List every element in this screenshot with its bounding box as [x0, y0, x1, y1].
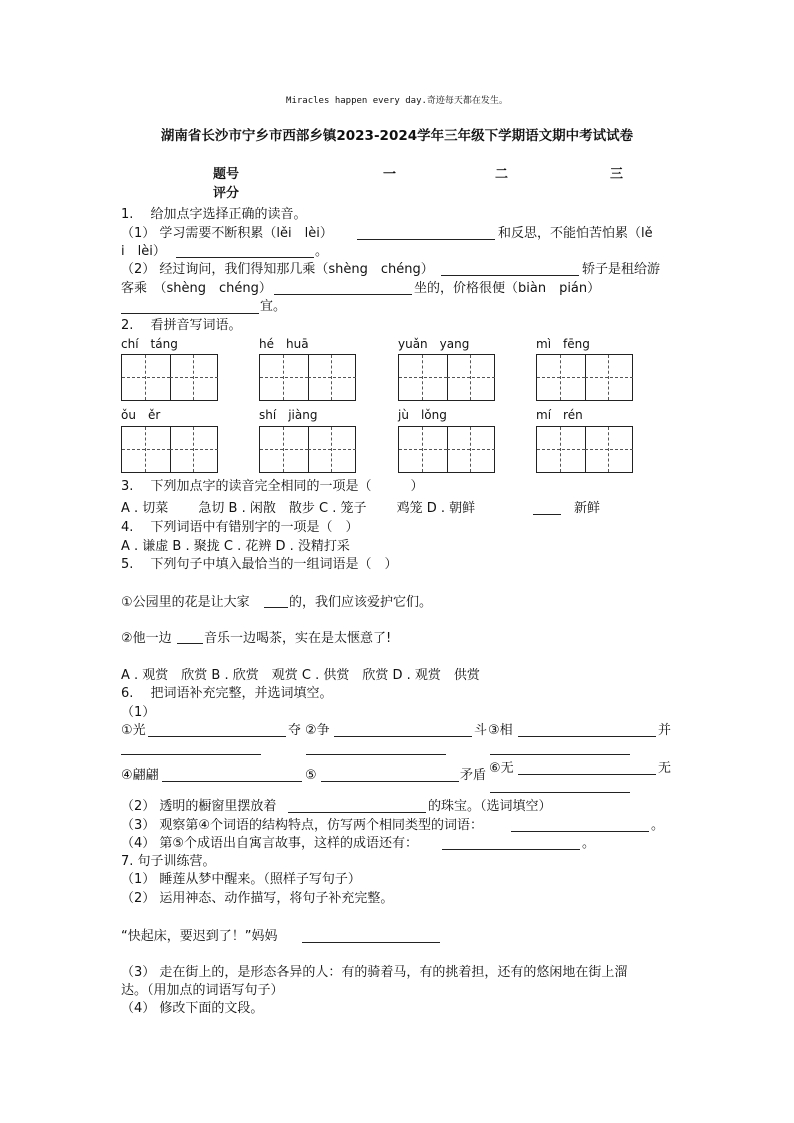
pinyin-label: chí táng: [121, 337, 178, 351]
writing-grid[interactable]: [398, 426, 495, 473]
question-6-stem: 6. 把词语补充完整，并选词填空。: [121, 686, 333, 701]
answer-blank[interactable]: [306, 754, 446, 755]
pinyin-label: mì fēng: [536, 337, 590, 351]
question-6-sub: （3） 观察第④个词语的结构特点，仿写两个相同类型的词语：: [121, 818, 484, 833]
pinyin-label: shí jiàng: [259, 408, 318, 422]
question-7-sub: （4） 修改下面的文段。: [121, 1001, 264, 1016]
question-7-sub: （1） 睡莲从梦中醒来。（照样子写句子）: [121, 872, 361, 887]
question-1-line: （1） 学习需要不断积累（lěi lèi）: [121, 226, 333, 241]
question-6-sub: （2） 透明的橱窗里摆放着: [121, 799, 277, 814]
word-item: ①光: [121, 723, 146, 738]
writing-grid[interactable]: [536, 354, 633, 401]
question-6-sub: 的珠宝。（选词填空）: [428, 799, 552, 814]
question-1-line: 和反思，不能怕苦怕累（lě: [498, 226, 653, 241]
answer-blank[interactable]: [176, 257, 314, 258]
question-1-stem: 1. 给加点字选择正确的读音。: [121, 207, 307, 222]
question-6-sub: 。: [582, 836, 596, 851]
question-5-sentence: ②他一边: [121, 631, 172, 646]
answer-blank[interactable]: [148, 736, 286, 737]
question-3-options-tail: 新鲜: [574, 501, 601, 516]
exam-title: 湖南省长沙市宁乡市西部乡镇2023-2024学年三年级下学期语文期中考试试卷: [160, 128, 634, 144]
question-1-line: 。: [315, 244, 329, 259]
word-item: ⑥无: [489, 761, 514, 776]
answer-blank[interactable]: [321, 781, 459, 782]
question-1-line: i lèi）: [121, 244, 166, 259]
writing-grid[interactable]: [259, 426, 356, 473]
question-7-quote: “快起床，要迟到了！”妈妈: [121, 929, 278, 944]
answer-blank[interactable]: [334, 736, 472, 737]
question-4-options: A . 谦虚 B . 聚拢 C . 花辨 D . 没精打采: [121, 539, 350, 554]
question-4-stem: 4. 下列词语中有错别字的一项是（ ）: [121, 520, 359, 535]
score-table-row-label: 评分: [213, 186, 240, 201]
pinyin-label: hé huā: [259, 337, 309, 351]
answer-blank[interactable]: [511, 831, 649, 832]
answer-blank: [533, 514, 561, 515]
pinyin-label: jù lǒng: [398, 408, 447, 422]
question-7-sub: （2） 运用神态、动作描写，将句子补充完整。: [121, 891, 394, 906]
writing-grid[interactable]: [121, 354, 218, 401]
answer-blank[interactable]: [274, 294, 412, 295]
word-item: ③相: [488, 723, 513, 738]
question-5-sentence: ①公园里的花是让大家: [121, 595, 250, 610]
answer-blank[interactable]: [490, 754, 630, 755]
pinyin-label: yuǎn yang: [398, 337, 470, 351]
question-3-stem: 3. 下列加点字的读音完全相同的一项是（ ）: [121, 479, 424, 494]
answer-blank[interactable]: [518, 774, 656, 775]
question-3-options: A . 切菜 急切 B . 闲散 散步 C . 笼子 鸡笼 D . 朝鲜: [121, 501, 476, 516]
answer-blank[interactable]: [442, 849, 580, 850]
motto-text: Miracles happen every day.奇迹每天都在发生。: [286, 96, 508, 106]
question-5-sentence: 的，我们应该爱护它们。: [289, 595, 433, 610]
answer-blank[interactable]: [121, 754, 261, 755]
word-item: 无: [658, 761, 672, 776]
question-6-sub: （1）: [121, 705, 156, 720]
question-6-sub: 。: [651, 818, 665, 833]
pinyin-label: ǒu ěr: [121, 408, 161, 422]
score-table-column: 一: [383, 167, 397, 182]
pinyin-label: mí rén: [536, 408, 583, 422]
answer-blank[interactable]: [121, 313, 259, 314]
word-item: ⑤: [305, 768, 317, 783]
score-table-row-label: 题号: [213, 167, 240, 182]
word-item: 并: [658, 723, 672, 738]
writing-grid[interactable]: [398, 354, 495, 401]
word-item: 矛盾: [460, 768, 487, 783]
question-1-line: 宜。: [260, 299, 287, 314]
question-1-line: （2） 经过询问，我们得知那几乘（shèng chéng）: [121, 262, 434, 277]
answer-blank[interactable]: [518, 736, 656, 737]
answer-blank[interactable]: [264, 607, 288, 608]
question-5-stem: 5. 下列句子中填入最恰当的一组词语是（ ）: [121, 557, 398, 572]
question-6-sub: （4） 第⑤个成语出自寓言故事，这样的成语还有：: [121, 836, 419, 851]
answer-blank[interactable]: [177, 643, 203, 644]
writing-grid[interactable]: [259, 354, 356, 401]
answer-blank[interactable]: [302, 942, 440, 943]
answer-blank[interactable]: [441, 275, 579, 276]
question-7-sub: （3） 走在街上的，是形态各异的人：有的骑着马，有的挑着担，还有的悠闲地在街上溜: [121, 965, 628, 980]
question-1-line: 坐的，价格很便（biàn pián）: [414, 281, 601, 296]
score-table-column: 二: [495, 167, 509, 182]
word-item: ④翩翩: [121, 768, 159, 783]
question-1-line: 客乘 （shèng chéng）: [121, 281, 272, 296]
writing-grid[interactable]: [536, 426, 633, 473]
question-5-options: A . 观赏 欣赏 B . 欣赏 观赏 C . 供赏 欣赏 D . 观赏 供赏: [121, 668, 480, 683]
answer-blank[interactable]: [288, 812, 426, 813]
question-7-sub: 达。（用加点的词语写句子）: [121, 983, 284, 998]
word-item: ②争: [305, 723, 330, 738]
question-5-sentence: 音乐一边喝茶，实在是太惬意了!: [204, 631, 392, 646]
score-table-column: 三: [610, 167, 624, 182]
question-1-line: 轿子是租给游: [582, 262, 661, 277]
word-item: 斗: [474, 723, 488, 738]
question-2-stem: 2. 看拼音写词语。: [121, 318, 242, 333]
question-7-stem: 7. 句子训练营。: [121, 854, 216, 869]
writing-grid[interactable]: [121, 426, 218, 473]
answer-blank[interactable]: [162, 781, 302, 782]
word-item: 夺: [288, 723, 302, 738]
answer-blank[interactable]: [490, 792, 630, 793]
answer-blank[interactable]: [357, 239, 495, 240]
